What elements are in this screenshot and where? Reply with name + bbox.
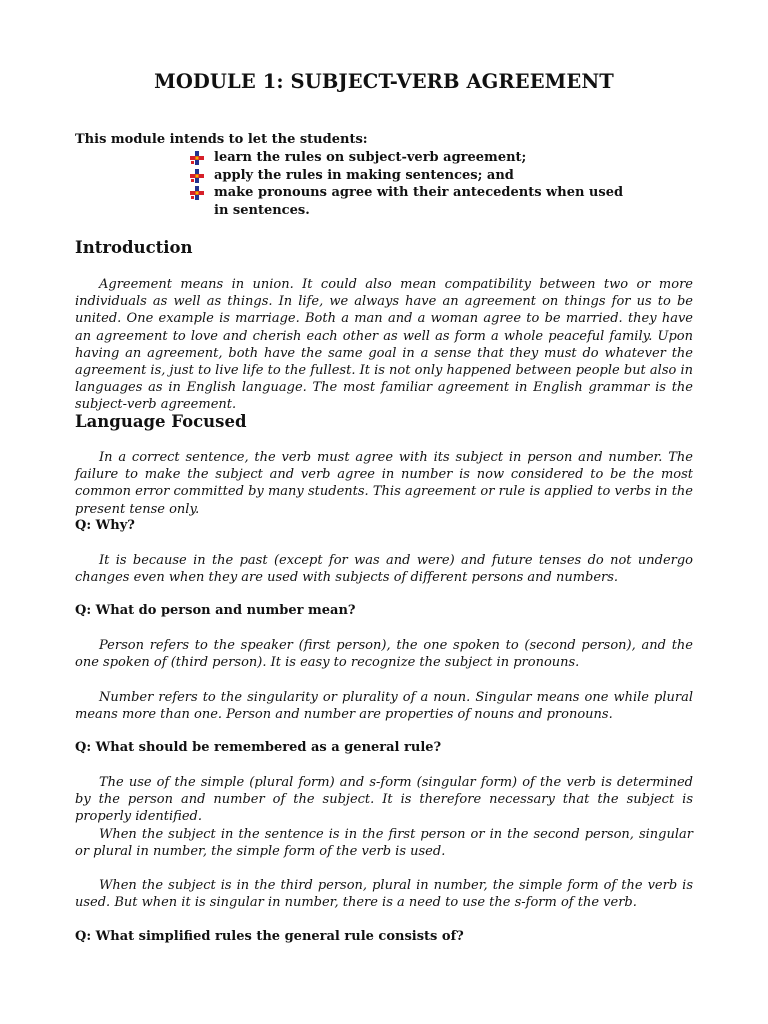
list-item [188, 149, 638, 167]
objective-text: apply the rules in making sentences; and [214, 167, 514, 183]
objectives-intro: This module intends to let the students: [75, 132, 368, 147]
objective-text: learn the rules on subject-verb agreement; [214, 150, 527, 165]
question-person-number: Q: What do person and number mean? [75, 603, 356, 618]
list-item [188, 184, 638, 219]
language-focused-paragraph: In a correct sentence, the verb must agree with its subject in person and number. The failure to make the subject and verb agree in number is now considered to be the most common error committed by many students. This agreement or rule is applied to verbs in the present tense only. [75, 450, 693, 517]
introduction-paragraph: Agreement means in union. It could also mean compatibility between two or more individuals as well as things. In life, we always have an agreement on things for us to be united. One example is marriage. Both a man and a woman agree to be married. they have an agreement to love and cherish each other as well as form a whole peaceful family. Upon having an agreement, both have the same goal in a sense that they must do whatever the agreement is, just to live life to the fullest. It is not only happened between people but also in languages as in English language. The most familiar agreement in English grammar is the subject-verb agreement. [75, 277, 693, 413]
page-title: MODULE 1: SUBJECT-VERB AGREEMENT [154, 70, 614, 93]
question-why: Q: Why? [75, 518, 135, 533]
answer-general-rule-1: The use of the simple (plural form) and s-form (singular form) of the verb is determined by the person and number of the subject. It is therefore necessary that the subject is properly identified. [75, 775, 693, 825]
fleur-cross-bullet-icon [190, 151, 204, 165]
answer-general-rule-3: When the subject is in the third person, plural in number, the simple form of the verb is used. But when it is singular in number, there is a need to use the s-form of the verb. [75, 878, 693, 911]
question-general-rule: Q: What should be remembered as a general rule? [75, 740, 442, 755]
list-item [188, 167, 638, 185]
fleur-cross-bullet-icon [190, 169, 204, 183]
fleur-cross-bullet-icon [190, 186, 204, 200]
introduction-heading: Introduction [75, 238, 193, 257]
answer-person: Person refers to the speaker (first person), the one spoken to (second person), and the one spoken of (third person). It is easy to recognize the subject in pronouns. [75, 638, 693, 671]
question-simplified-rules: Q: What simplified rules the general rule consists of? [75, 929, 464, 944]
answer-why: It is because in the past (except for was and were) and future tenses do not undergo changes even when they are used with subjects of different persons and numbers. [75, 553, 693, 586]
language-focused-heading: Language Focused [75, 412, 247, 431]
answer-general-rule-2: When the subject in the sentence is in the first person or in the second person, singular or plural in number, the simple form of the verb is used. [75, 827, 693, 860]
answer-number: Number refers to the singularity or plurality of a noun. Singular means one while plural means more than one. Person and number are properties of nouns and pronouns. [75, 690, 693, 723]
objectives-list [188, 149, 638, 219]
objective-text: make pronouns agree with their antecedents when used in sentences. [214, 185, 624, 218]
